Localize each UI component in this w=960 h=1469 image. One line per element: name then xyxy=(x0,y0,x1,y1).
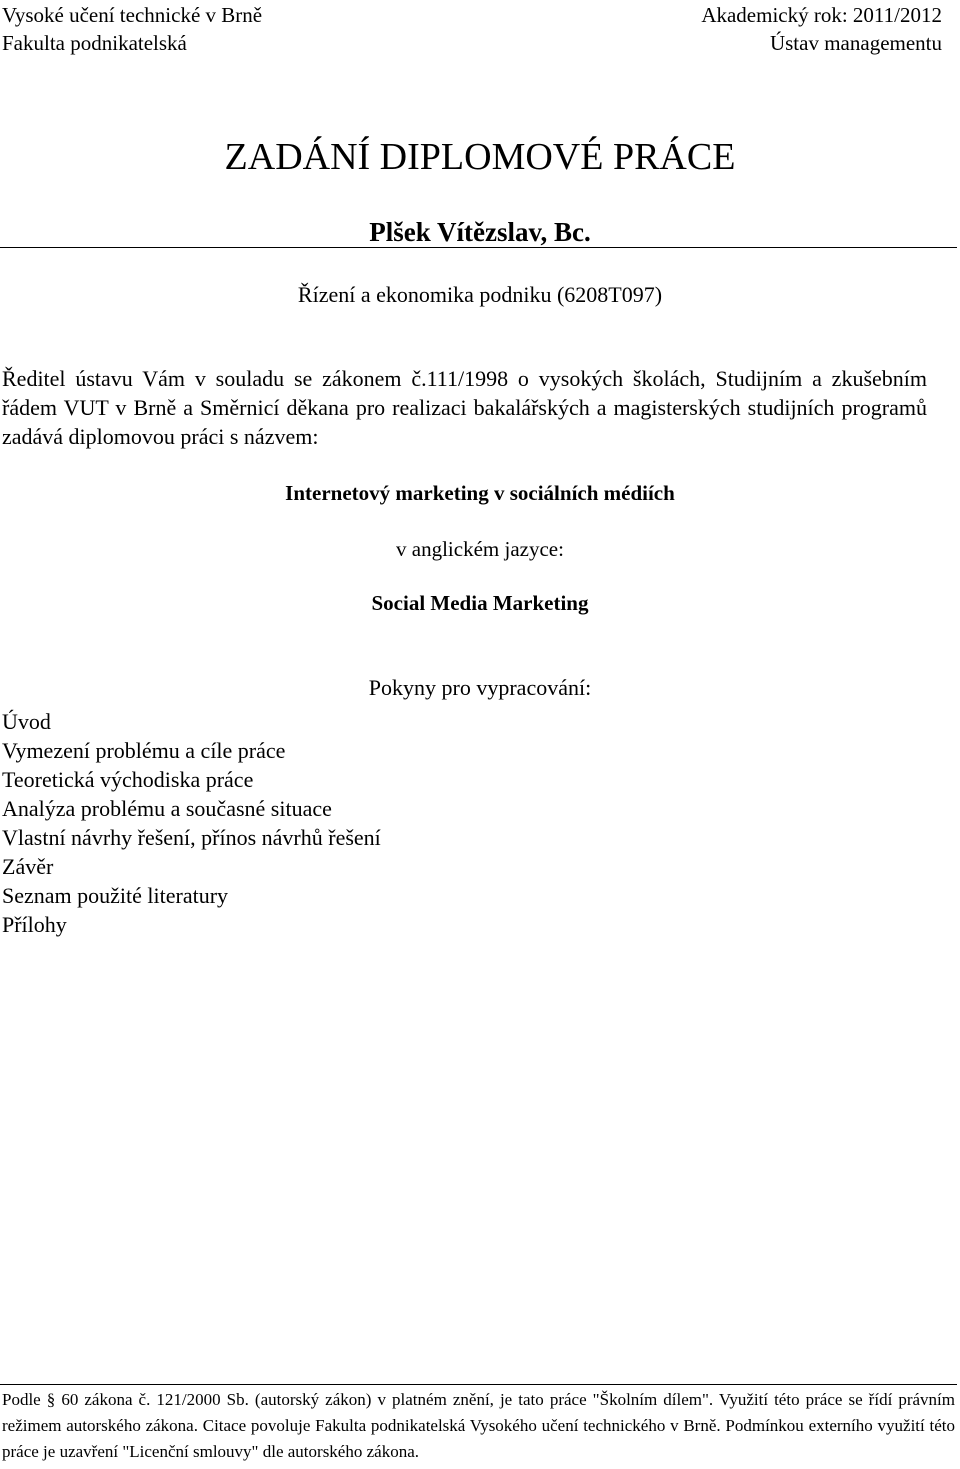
study-program: Řízení a ekonomika podniku (6208T097) xyxy=(297,282,663,307)
outline-item: Vymezení problému a cíle práce xyxy=(2,738,286,763)
academic-year: Akademický rok: 2011/2012 xyxy=(701,3,942,27)
outline-item: Seznam použité literatury xyxy=(2,883,229,908)
institute-name: Ústav managementu xyxy=(769,31,942,55)
thesis-title-en: Social Media Marketing xyxy=(371,591,589,615)
outline-list xyxy=(2,707,381,939)
outline-item: Teoretická východiska práce xyxy=(2,767,254,792)
document-title: ZADÁNÍ DIPLOMOVÉ PRÁCE xyxy=(224,136,736,178)
student-name: Plšek Vítězslav, Bc. xyxy=(369,217,591,247)
faculty-name: Fakulta podnikatelská xyxy=(2,31,187,55)
outline-item: Analýza problému a současné situace xyxy=(2,796,332,821)
outline-item: Úvod xyxy=(2,709,51,734)
intro-paragraph: Ředitel ústavu Vám v souladu se zákonem č.111/1998 o vysokých školách, Studijním a zkušebním řádem VUT v Brně a Směrnicí děkana pro realizaci bakalářských a magisterských studijních programů zadává diplomovou práci s názvem: xyxy=(2,366,927,449)
english-language-label: v anglickém jazyce: xyxy=(396,537,564,561)
outline-item: Vlastní návrhy řešení, přínos návrhů řešení xyxy=(2,825,381,850)
outline-item: Přílohy xyxy=(2,912,67,937)
instructions-label: Pokyny pro vypracování: xyxy=(368,675,592,700)
thesis-title-cz: Internetový marketing v sociálních médiích xyxy=(285,481,675,505)
header-divider xyxy=(0,247,957,248)
copyright-notice: Podle § 60 zákona č. 121/2000 Sb. (autorský zákon) v platném znění, je tato práce "Školním dílem". Využití této práce se řídí právním režimem autorského zákona. Citace povoluje Fakulta podnikatelská Vysokého učení technického v Brně. Podmínkou externího využití této práce je uzavření "Licenční smlouvy" dle autorského zákona. xyxy=(2,1390,955,1461)
footer-divider xyxy=(0,1384,957,1385)
outline-item: Závěr xyxy=(2,854,54,879)
university-name: Vysoké učení technické v Brně xyxy=(2,3,263,27)
